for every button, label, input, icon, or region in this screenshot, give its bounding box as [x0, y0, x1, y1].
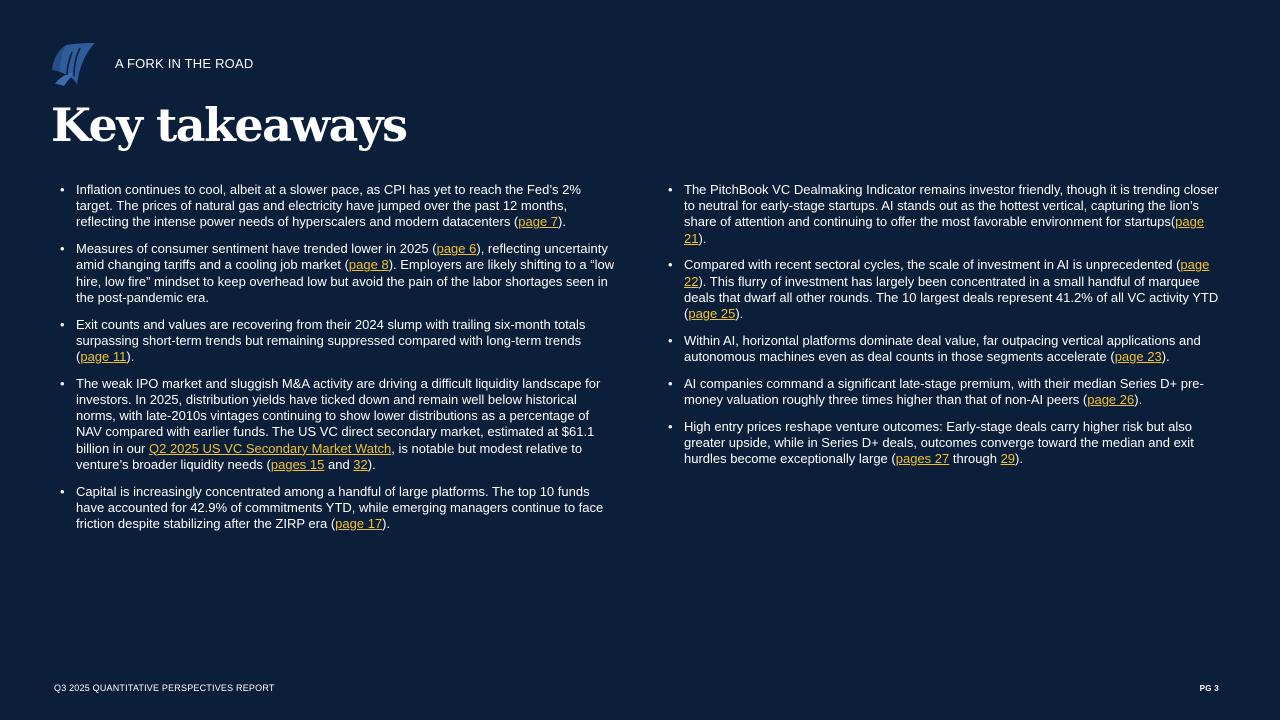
bullet-text: ). This flurry of investment has largely been concentrated in a small handful of marquee deals that dwarf all other rounds. The 10 largest deals represent 41.2% of all VC activity YTD (: [684, 273, 1219, 322]
bullet-text: , is notable but modest relative to venture’s broader liquidity needs (: [76, 440, 583, 472]
bullet-text: ).: [698, 230, 707, 246]
page-reference-link[interactable]: page 11: [80, 349, 127, 365]
right-column: [668, 182, 1224, 478]
takeaway-bullet: [668, 333, 1224, 365]
takeaway-bullet: [60, 484, 616, 533]
bullet-text: ).: [382, 516, 391, 532]
section-label: A FORK IN THE ROAD: [115, 56, 254, 71]
takeaway-bullet: [60, 376, 616, 473]
page-reference-link[interactable]: pages 27: [895, 451, 950, 467]
bullet-text: Capital is increasingly concentrated among a handful of large platforms. The top 10 funds have accounted for 42.9% of commitments YTD, while emerging managers continue to face friction despite stabilizing after the ZIRP era (: [76, 483, 604, 532]
page-reference-link[interactable]: page 6: [436, 241, 477, 257]
takeaway-bullet: [60, 182, 616, 231]
left-bullet-list: [60, 182, 616, 532]
takeaway-bullet: [668, 419, 1224, 468]
page-reference-link[interactable]: page 21: [684, 214, 1205, 246]
page-reference-link[interactable]: page 7: [518, 214, 559, 230]
page-reference-link[interactable]: page 22: [684, 257, 1210, 289]
bullet-text: Inflation continues to cool, albeit at a slower pace, as CPI has yet to reach the Fed’s 2% target. The prices of natural gas and electricity have jumped over the past 12 months, reflecting the intense power needs of hyperscalers and modern datacenters (: [76, 182, 581, 230]
bullet-text: ).: [1161, 349, 1170, 365]
right-bullet-list: [668, 182, 1224, 467]
takeaway-bullet: [60, 317, 616, 366]
bullet-text: ).: [1134, 392, 1143, 408]
page-number: PG 3: [1199, 684, 1219, 693]
sail-logo-icon: [52, 42, 96, 86]
bullet-text: ).: [735, 306, 744, 322]
page-reference-link[interactable]: page 26: [1087, 392, 1135, 408]
bullet-text: ).: [558, 214, 566, 230]
page-reference-link[interactable]: page 17: [335, 516, 383, 532]
bullet-text: Measures of consumer sentiment have trended lower in 2025 (: [76, 241, 437, 257]
page-reference-link[interactable]: pages 15: [270, 456, 325, 472]
takeaway-bullet: [668, 182, 1224, 247]
page-reference-link[interactable]: page 23: [1114, 349, 1162, 365]
bullet-text: Exit counts and values are recovering from their 2024 slump with trailing six-month totals surpassing short-term trends but remaining suppressed compared with long-term trends (: [76, 316, 586, 365]
takeaway-bullet: [668, 376, 1224, 408]
page-reference-link[interactable]: Q2 2025 US VC Secondary Market Watch: [149, 440, 392, 456]
bullet-text: ).: [367, 456, 376, 472]
bullet-text: ). Employers are likely shifting to a “low hire, low fire” mindset to keep overhead low but avoid the pain of the labor shortages seen in the post-pandemic era.: [76, 257, 615, 305]
bullet-text: Compared with recent sectoral cycles, the scale of investment in AI is unprecedented (: [684, 257, 1181, 273]
bullet-text: AI companies command a significant late-stage premium, with their median Series D+ pre-money valuation roughly three times higher than that of non-AI peers (: [684, 375, 1204, 408]
bullet-text: ), reflecting uncertainty amid changing tariffs and a cooling job market (: [76, 241, 608, 273]
bullet-text: The PitchBook VC Dealmaking Indicator remains investor friendly, though it is trending closer to neutral for early-stage startups. AI stands out as the hottest vertical, capturing the lion’s share of attention and continuing to offer the most favorable environment for startups(: [684, 182, 1219, 230]
bullet-text: through: [949, 451, 1001, 467]
bullet-text: Within AI, horizontal platforms dominate deal value, far outpacing vertical applications and autonomous machines even as deal counts in those segments accelerate (: [684, 332, 1201, 365]
takeaway-bullet: [60, 241, 616, 306]
bullet-text: ).: [1015, 451, 1023, 467]
bullet-text: and: [324, 456, 354, 472]
bullet-text: The weak IPO market and sluggish M&A activity are driving a difficult liquidity landscape for investors. In 2025, distribution yields have ticked down and remain well below historical norms, with late-2010s vintages continuing to show lower distributions as a percentage of NAV compared with earlier funds. The US VC direct secondary market, estimated at $61.1 billion in our: [76, 375, 601, 456]
bullet-text: High entry prices reshape venture outcomes: Early-stage deals carry higher risk but also greater upside, while in Series D+ deals, outcomes converge toward the median and exit hurdles become exceptionally large (: [684, 418, 1194, 467]
page-reference-link[interactable]: 29: [1000, 451, 1016, 467]
report-name: Q3 2025 QUANTITATIVE PERSPECTIVES REPORT: [54, 683, 275, 693]
left-column: [60, 182, 616, 543]
page-reference-link[interactable]: page 25: [688, 306, 736, 322]
page-reference-link[interactable]: 32: [353, 456, 368, 472]
takeaway-bullet: [668, 257, 1224, 322]
page-title: Key takeaways: [51, 98, 407, 152]
page-reference-link[interactable]: page 8: [348, 257, 389, 273]
bullet-text: ).: [126, 349, 135, 365]
